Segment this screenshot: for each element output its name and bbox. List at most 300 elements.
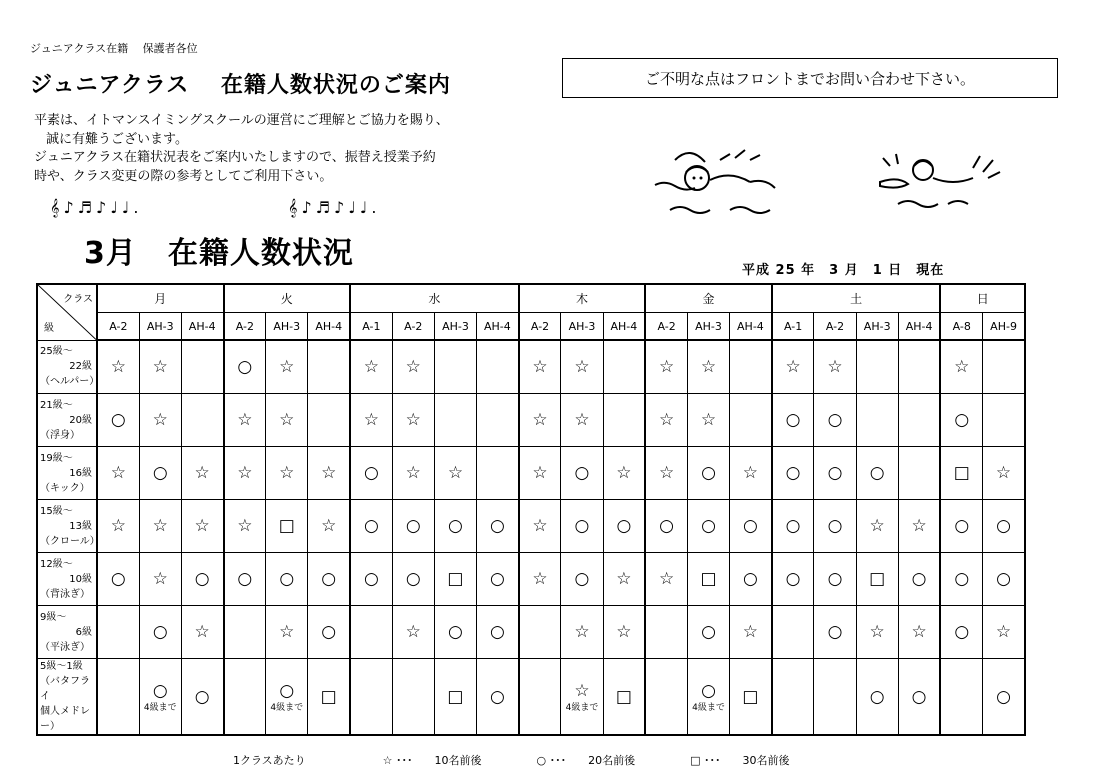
day-header: 木 <box>519 284 646 313</box>
status-symbol: □ <box>953 463 970 483</box>
table-row <box>37 659 1025 736</box>
status-cell <box>561 659 603 736</box>
status-symbol: ○ <box>321 569 337 589</box>
status-symbol: ○ <box>405 516 421 536</box>
status-cell <box>181 340 223 394</box>
status-symbol: ○ <box>954 516 970 536</box>
level-line-3: （バタフライ <box>40 676 90 702</box>
status-cell <box>940 553 982 606</box>
status-symbol: □ <box>869 569 886 589</box>
status-cell <box>856 553 898 606</box>
status-cell <box>392 340 434 394</box>
status-cell <box>814 606 856 659</box>
status-cell <box>477 394 519 447</box>
status-cell <box>730 447 772 500</box>
status-cell <box>434 606 476 659</box>
status-cell <box>983 447 1025 500</box>
status-cell <box>645 659 687 736</box>
status-symbol: ○ <box>827 516 843 536</box>
cell-note: 4級まで <box>692 702 725 713</box>
status-cell <box>603 606 645 659</box>
status-cell <box>308 659 350 736</box>
corner-level-label: 級 <box>44 322 54 334</box>
status-cell <box>97 553 139 606</box>
status-cell <box>983 394 1025 447</box>
status-cell <box>856 606 898 659</box>
level-line-1: 9級～ <box>40 611 67 623</box>
legend-circle: ○ ･･･ 20名前後 <box>536 754 636 767</box>
status-cell <box>224 394 266 447</box>
status-symbol: ○ <box>489 622 505 642</box>
status-cell <box>561 553 603 606</box>
status-cell <box>983 606 1025 659</box>
status-symbol: ☆ <box>194 463 210 483</box>
status-symbol: ○ <box>742 516 758 536</box>
status-cell <box>645 553 687 606</box>
level-line-2: 10級 <box>69 573 92 585</box>
status-cell <box>266 659 308 736</box>
status-symbol: ○ <box>405 569 421 589</box>
status-cell <box>350 394 392 447</box>
cell-note: 4級まで <box>565 702 599 713</box>
class-header: AH-3 <box>266 313 308 341</box>
status-symbol: ☆ <box>658 569 675 589</box>
status-symbol: ○ <box>363 463 379 483</box>
status-symbol: ○ <box>869 686 885 707</box>
status-symbol: ○ <box>911 686 927 707</box>
status-symbol: ☆ <box>110 463 126 483</box>
class-header: AH-4 <box>730 313 772 341</box>
status-symbol: ☆ <box>616 569 632 589</box>
status-symbol: ☆ <box>194 622 210 642</box>
status-symbol: ☆ <box>869 622 885 642</box>
status-symbol: ☆ <box>363 357 379 377</box>
status-cell <box>434 659 476 736</box>
enrollment-table <box>36 283 1026 736</box>
status-symbol: ○ <box>827 622 843 642</box>
class-header: AH-3 <box>856 313 898 341</box>
status-cell <box>730 606 772 659</box>
class-header: A-8 <box>940 313 982 341</box>
status-cell <box>308 447 350 500</box>
level-label <box>37 659 97 736</box>
level-label <box>37 394 97 447</box>
status-symbol: ○ <box>869 463 885 483</box>
class-header: A-1 <box>772 313 814 341</box>
status-cell <box>730 500 772 553</box>
status-symbol: ☆ <box>911 622 927 642</box>
status-cell <box>139 340 181 394</box>
status-symbol: ☆ <box>405 463 421 483</box>
status-cell <box>940 606 982 659</box>
level-line-1: 21級～ <box>40 399 73 411</box>
status-cell <box>181 394 223 447</box>
status-symbol: ☆ <box>658 357 675 377</box>
corner-class-label: クラス <box>63 294 93 305</box>
day-header: 月 <box>97 284 224 313</box>
level-line-3: （ヘルパー） <box>40 376 100 388</box>
status-symbol: ☆ <box>532 516 548 536</box>
status-symbol: ○ <box>785 463 801 483</box>
status-cell <box>687 394 729 447</box>
status-symbol: ☆ <box>152 569 168 589</box>
status-cell <box>561 500 603 553</box>
status-symbol: ☆ <box>574 357 590 377</box>
intro-line-2: 誠に有難うございます。 <box>46 131 188 147</box>
level-label <box>37 553 97 606</box>
status-cell <box>434 394 476 447</box>
status-cell <box>772 340 814 394</box>
status-cell <box>814 340 856 394</box>
status-symbol: ☆ <box>279 410 295 430</box>
status-cell <box>983 500 1025 553</box>
status-cell <box>814 500 856 553</box>
level-line-3: （背泳ぎ） <box>40 588 90 600</box>
status-cell <box>181 553 223 606</box>
status-symbol: ☆ <box>532 569 548 589</box>
status-symbol: ○ <box>954 569 970 589</box>
status-cell <box>772 394 814 447</box>
legend <box>226 739 790 768</box>
status-symbol: ○ <box>237 569 253 589</box>
status-cell <box>519 340 561 394</box>
level-label <box>37 500 100 553</box>
status-symbol: ○ <box>152 622 168 642</box>
status-cell <box>139 659 181 736</box>
table-row <box>37 447 1025 500</box>
level-line-1: 25級～ <box>40 346 73 358</box>
class-header: AH-9 <box>983 313 1025 341</box>
status-cell <box>645 447 687 500</box>
intro-line-3: ジュニアクラス在籍状況表をご案内いたしますので、振替え授業予約 <box>34 150 436 165</box>
status-symbol: ○ <box>701 516 716 536</box>
status-symbol: ○ <box>785 569 801 589</box>
status-cell <box>477 659 519 736</box>
status-cell <box>603 447 645 500</box>
level-line-2: 16級 <box>69 467 92 479</box>
level-line-1: 12級～ <box>40 558 73 570</box>
status-symbol: ☆ <box>911 516 927 536</box>
status-symbol: ☆ <box>574 680 590 701</box>
status-cell <box>898 447 940 500</box>
status-cell <box>181 606 223 659</box>
class-header: A-2 <box>97 313 139 341</box>
day-header: 日 <box>940 284 1025 313</box>
level-line-2: 13級 <box>69 520 92 532</box>
status-cell <box>434 340 476 394</box>
status-cell <box>308 606 350 659</box>
status-symbol: ☆ <box>279 622 295 642</box>
class-header: AH-4 <box>181 313 223 341</box>
status-symbol: ☆ <box>152 357 168 377</box>
level-line-3: （キック） <box>40 482 90 494</box>
status-cell <box>898 606 940 659</box>
status-cell <box>97 500 139 553</box>
status-symbol: ○ <box>827 463 843 483</box>
music-notes-right: 𝄞♪♬♪♩♩. <box>288 198 381 217</box>
status-cell <box>519 553 561 606</box>
status-cell <box>181 500 223 553</box>
status-symbol: ○ <box>911 569 927 589</box>
status-cell <box>350 340 392 394</box>
status-cell <box>224 659 266 736</box>
music-notes-left: 𝄞♪♬♪♩♩. <box>50 198 143 217</box>
status-cell <box>97 394 139 447</box>
status-cell <box>97 340 139 394</box>
level-line-3: （平泳ぎ） <box>40 641 90 653</box>
class-header: A-2 <box>814 313 856 341</box>
day-header: 水 <box>350 284 519 313</box>
status-cell <box>940 394 982 447</box>
status-symbol: ☆ <box>532 357 548 377</box>
status-symbol: ○ <box>616 516 632 536</box>
status-cell <box>477 447 519 500</box>
status-symbol: ☆ <box>532 463 548 483</box>
status-symbol: ☆ <box>321 463 337 483</box>
status-symbol: ☆ <box>405 357 421 377</box>
class-header: AH-4 <box>308 313 350 341</box>
status-symbol: ○ <box>954 622 970 642</box>
status-symbol: ☆ <box>152 516 168 536</box>
status-cell <box>687 659 729 736</box>
status-cell <box>687 500 729 553</box>
status-symbol: □ <box>700 569 717 589</box>
status-symbol: ☆ <box>658 410 675 430</box>
intro-line-4: 時や、クラス変更の際の参考としてご利用下さい。 <box>34 168 333 184</box>
status-cell <box>687 340 729 394</box>
table-row <box>37 553 1025 606</box>
status-cell <box>898 553 940 606</box>
status-symbol: □ <box>742 686 759 707</box>
status-symbol: ○ <box>152 463 168 483</box>
status-cell <box>266 340 308 394</box>
status-cell <box>266 447 308 500</box>
status-cell <box>97 659 139 736</box>
status-symbol: ○ <box>110 569 126 589</box>
status-cell <box>392 659 434 736</box>
class-header: AH-3 <box>561 313 603 341</box>
status-cell <box>603 340 645 394</box>
status-symbol: ☆ <box>995 622 1012 642</box>
day-header: 土 <box>772 284 941 313</box>
status-symbol: ○ <box>785 410 801 430</box>
status-symbol: ○ <box>574 463 590 483</box>
cell-note: 4級まで <box>143 702 177 713</box>
status-cell <box>392 500 434 553</box>
status-symbol: ○ <box>363 516 379 536</box>
status-cell <box>181 447 223 500</box>
class-header: A-2 <box>519 313 561 341</box>
status-cell <box>645 394 687 447</box>
legend-star: ☆ ･･･ 10名前後 <box>382 754 482 767</box>
status-symbol: ☆ <box>447 463 464 483</box>
class-header: AH-3 <box>139 313 181 341</box>
status-cell <box>139 553 181 606</box>
swimmer-kickboard-illustration <box>868 148 1008 213</box>
level-line-2: 20級 <box>69 414 92 426</box>
status-cell <box>224 340 266 394</box>
contact-notice-text: ご不明な点はフロントまでお問い合わせ下さい。 <box>644 69 975 88</box>
status-symbol: ○ <box>110 410 126 430</box>
status-symbol: ☆ <box>995 463 1012 483</box>
status-cell <box>983 553 1025 606</box>
status-cell <box>561 606 603 659</box>
status-cell <box>434 447 476 500</box>
status-cell <box>266 394 308 447</box>
status-cell <box>983 659 1025 736</box>
status-symbol: ☆ <box>110 357 126 377</box>
status-cell <box>308 553 350 606</box>
status-cell <box>772 447 814 500</box>
status-symbol: ○ <box>701 463 716 483</box>
status-cell <box>898 659 940 736</box>
day-header: 金 <box>645 284 772 313</box>
status-symbol: ○ <box>827 569 843 589</box>
status-symbol: ☆ <box>405 410 421 430</box>
status-symbol: ○ <box>321 622 337 642</box>
status-cell <box>350 659 392 736</box>
day-header: 火 <box>224 284 351 313</box>
status-symbol: ☆ <box>279 463 295 483</box>
status-cell <box>940 340 982 394</box>
status-symbol: ○ <box>489 686 505 707</box>
level-line-3: （浮身） <box>40 429 80 441</box>
status-cell <box>940 659 982 736</box>
status-symbol: ○ <box>489 516 505 536</box>
status-cell <box>730 553 772 606</box>
status-symbol: ☆ <box>658 463 675 483</box>
status-symbol: ☆ <box>574 410 590 430</box>
legend-label: 1クラスあたり <box>233 754 306 767</box>
level-label <box>37 606 97 659</box>
status-symbol: ☆ <box>237 463 253 483</box>
status-symbol: □ <box>320 686 337 707</box>
status-symbol: ○ <box>659 516 674 536</box>
status-symbol: ○ <box>996 686 1011 707</box>
status-symbol: ○ <box>194 569 210 589</box>
status-symbol: □ <box>447 686 464 707</box>
status-cell <box>308 500 350 553</box>
status-symbol: ○ <box>996 569 1011 589</box>
status-cell <box>350 606 392 659</box>
status-cell <box>772 553 814 606</box>
level-label <box>37 340 100 394</box>
status-cell <box>224 606 266 659</box>
status-cell <box>519 447 561 500</box>
status-cell <box>350 553 392 606</box>
table-row <box>37 340 1025 394</box>
status-cell <box>856 447 898 500</box>
status-cell <box>224 553 266 606</box>
status-cell <box>856 394 898 447</box>
status-symbol: ○ <box>152 680 168 701</box>
status-cell <box>856 659 898 736</box>
status-cell <box>561 340 603 394</box>
status-cell <box>139 447 181 500</box>
class-header: AH-3 <box>434 313 476 341</box>
month-title: 3月 在籍人数状況 <box>84 236 354 271</box>
status-cell <box>519 500 561 553</box>
status-symbol: ○ <box>742 569 758 589</box>
status-cell <box>856 340 898 394</box>
status-cell <box>350 500 392 553</box>
status-symbol: ○ <box>701 680 716 701</box>
status-symbol: ☆ <box>574 622 590 642</box>
class-header: A-2 <box>645 313 687 341</box>
legend-square: □ ･･･ 30名前後 <box>690 754 790 767</box>
status-cell <box>940 447 982 500</box>
status-cell <box>224 500 266 553</box>
status-cell <box>983 340 1025 394</box>
status-cell <box>392 606 434 659</box>
status-cell <box>687 606 729 659</box>
status-cell <box>434 500 476 553</box>
status-cell <box>224 447 266 500</box>
status-symbol: ☆ <box>237 516 253 536</box>
as-of-date: 平成 25 年 3 月 1 日 現在 <box>742 263 945 278</box>
status-symbol: ☆ <box>237 410 253 430</box>
level-line-1: 5級～1級 <box>40 661 83 672</box>
status-cell <box>940 500 982 553</box>
intro-line-1: 平素は、イトマンスイミングスクールの運営にご理解とご協力を賜り、 <box>34 113 449 128</box>
recipient-line: ジュニアクラス在籍 保護者各位 <box>30 42 198 55</box>
status-symbol: ○ <box>574 516 590 536</box>
status-cell <box>730 340 772 394</box>
status-symbol: ○ <box>279 569 295 589</box>
level-line-1: 19級～ <box>40 452 73 464</box>
status-cell <box>730 659 772 736</box>
status-symbol: ○ <box>701 622 716 642</box>
class-header: AH-3 <box>687 313 729 341</box>
intro-text <box>34 112 449 186</box>
status-cell <box>477 553 519 606</box>
class-header: AH-4 <box>603 313 645 341</box>
status-cell <box>772 606 814 659</box>
status-cell <box>856 500 898 553</box>
level-line-2: 22級 <box>69 361 92 373</box>
status-cell <box>519 606 561 659</box>
status-symbol: ○ <box>489 569 505 589</box>
status-cell <box>350 447 392 500</box>
level-line-4: 個人メドレー） <box>40 706 90 732</box>
status-cell <box>266 553 308 606</box>
status-cell <box>308 394 350 447</box>
status-cell <box>898 500 940 553</box>
status-symbol: ☆ <box>532 410 548 430</box>
status-symbol: ☆ <box>700 410 717 430</box>
class-header: A-2 <box>224 313 266 341</box>
status-symbol: ☆ <box>321 516 337 536</box>
status-symbol: ☆ <box>616 463 632 483</box>
status-symbol: ☆ <box>700 357 717 377</box>
status-cell <box>772 500 814 553</box>
status-symbol: ○ <box>279 680 295 701</box>
status-cell <box>308 340 350 394</box>
status-symbol: ☆ <box>742 463 759 483</box>
status-cell <box>266 606 308 659</box>
class-header: AH-4 <box>898 313 940 341</box>
status-cell <box>392 553 434 606</box>
status-symbol: ☆ <box>152 410 168 430</box>
contact-notice-box <box>562 58 1058 98</box>
status-cell <box>477 340 519 394</box>
status-cell <box>814 394 856 447</box>
level-line-2: 6級 <box>75 626 92 638</box>
status-symbol: ☆ <box>110 516 126 536</box>
status-cell <box>519 659 561 736</box>
level-line-1: 15級～ <box>40 505 73 517</box>
status-symbol: □ <box>615 686 632 707</box>
